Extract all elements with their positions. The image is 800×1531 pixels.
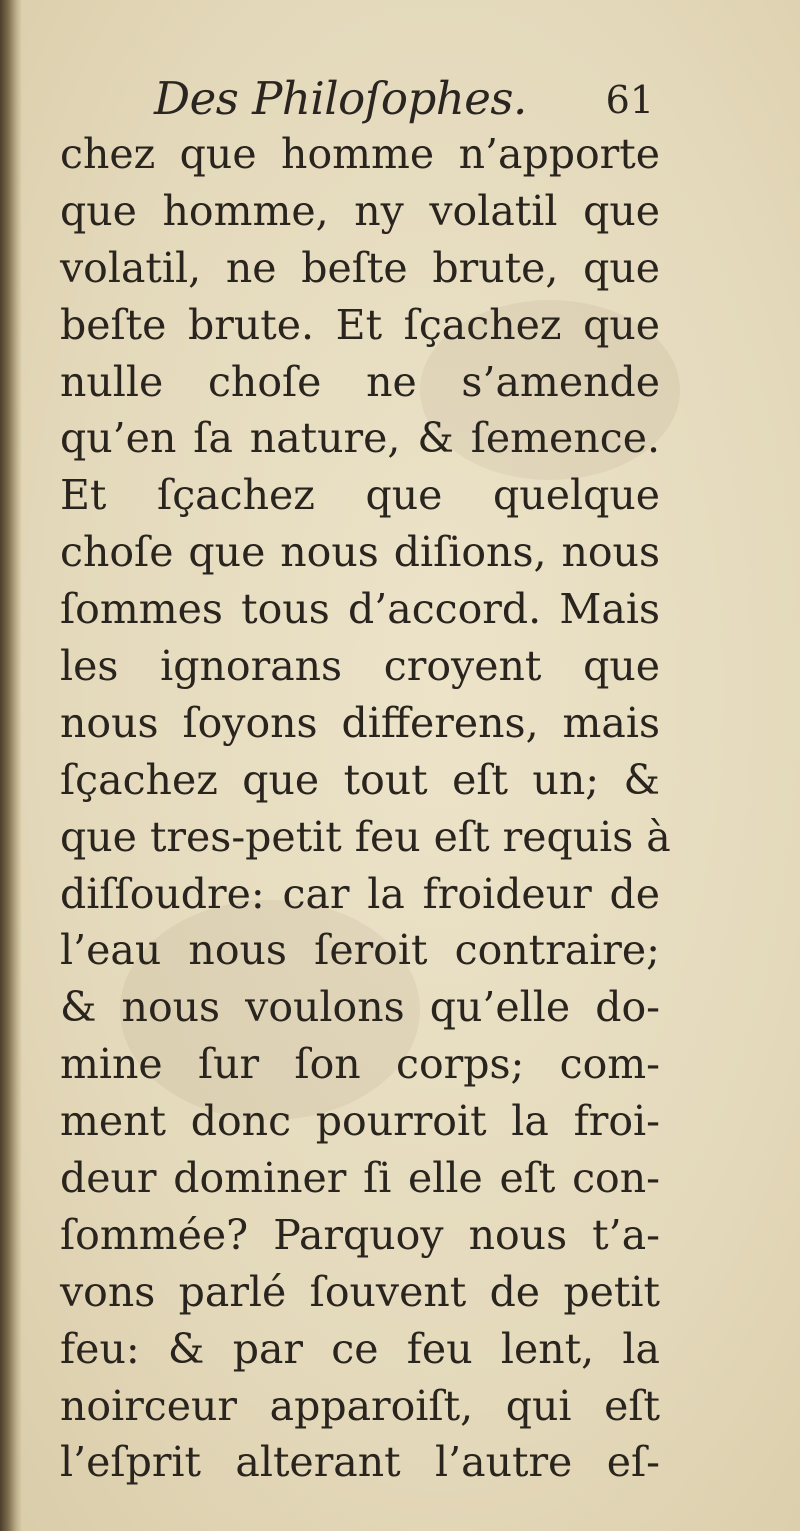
book-gutter: [0, 0, 22, 1531]
text-line: ſommée? Parquoy nous t’a-: [60, 1210, 660, 1259]
text-line: l’eau nous ſeroit contraire;: [60, 926, 660, 975]
text-line: vons parlé ſouvent de petit: [60, 1267, 660, 1316]
text-line: mine ſur ſon corps; com-: [60, 1040, 660, 1089]
text-line: choſe que nous diſions, nous: [60, 528, 660, 577]
body-text: [60, 126, 671, 1491]
text-line: chez que homme n’apporte: [60, 130, 660, 178]
page-number: 61: [605, 78, 654, 122]
text-line: volatil, ne beſte brute, que: [60, 243, 660, 292]
text-line: que homme, ny volatil que: [60, 186, 660, 235]
text-line: l’eſprit alterant l’autre eſ-: [60, 1438, 660, 1487]
text-line: beſte brute. Et ſçachez que: [60, 300, 660, 349]
text-line: feu: & par ce feu lent, la: [60, 1324, 660, 1373]
text-line: ſçachez que tout eſt un; &: [60, 755, 660, 804]
text-line: diſſoudre: car la froideur de: [60, 869, 660, 918]
text-line: nous ſoyons differens, mais: [60, 698, 660, 747]
text-line: noirceur apparoiſt, qui eſt: [60, 1381, 660, 1430]
text-line: ſommes tous d’accord. Mais: [60, 585, 660, 634]
text-line: nulle choſe ne s’amende: [60, 357, 660, 406]
running-title: Des Philoſophes.: [154, 72, 527, 125]
text-line: Et ſçachez que quelque: [60, 471, 660, 520]
text-line: que tres-petit feu eſt requis à: [60, 812, 671, 861]
page-header: [62, 72, 662, 132]
text-line: les ignorans croyent que: [60, 642, 660, 691]
text-line: deur dominer ſi elle eſt con-: [60, 1154, 660, 1203]
text-line: ment donc pourroit la froi-: [60, 1097, 660, 1146]
text-line: & nous voulons qu’elle do-: [60, 983, 660, 1032]
text-line: qu’en ſa nature, & ſemence.: [60, 414, 660, 463]
